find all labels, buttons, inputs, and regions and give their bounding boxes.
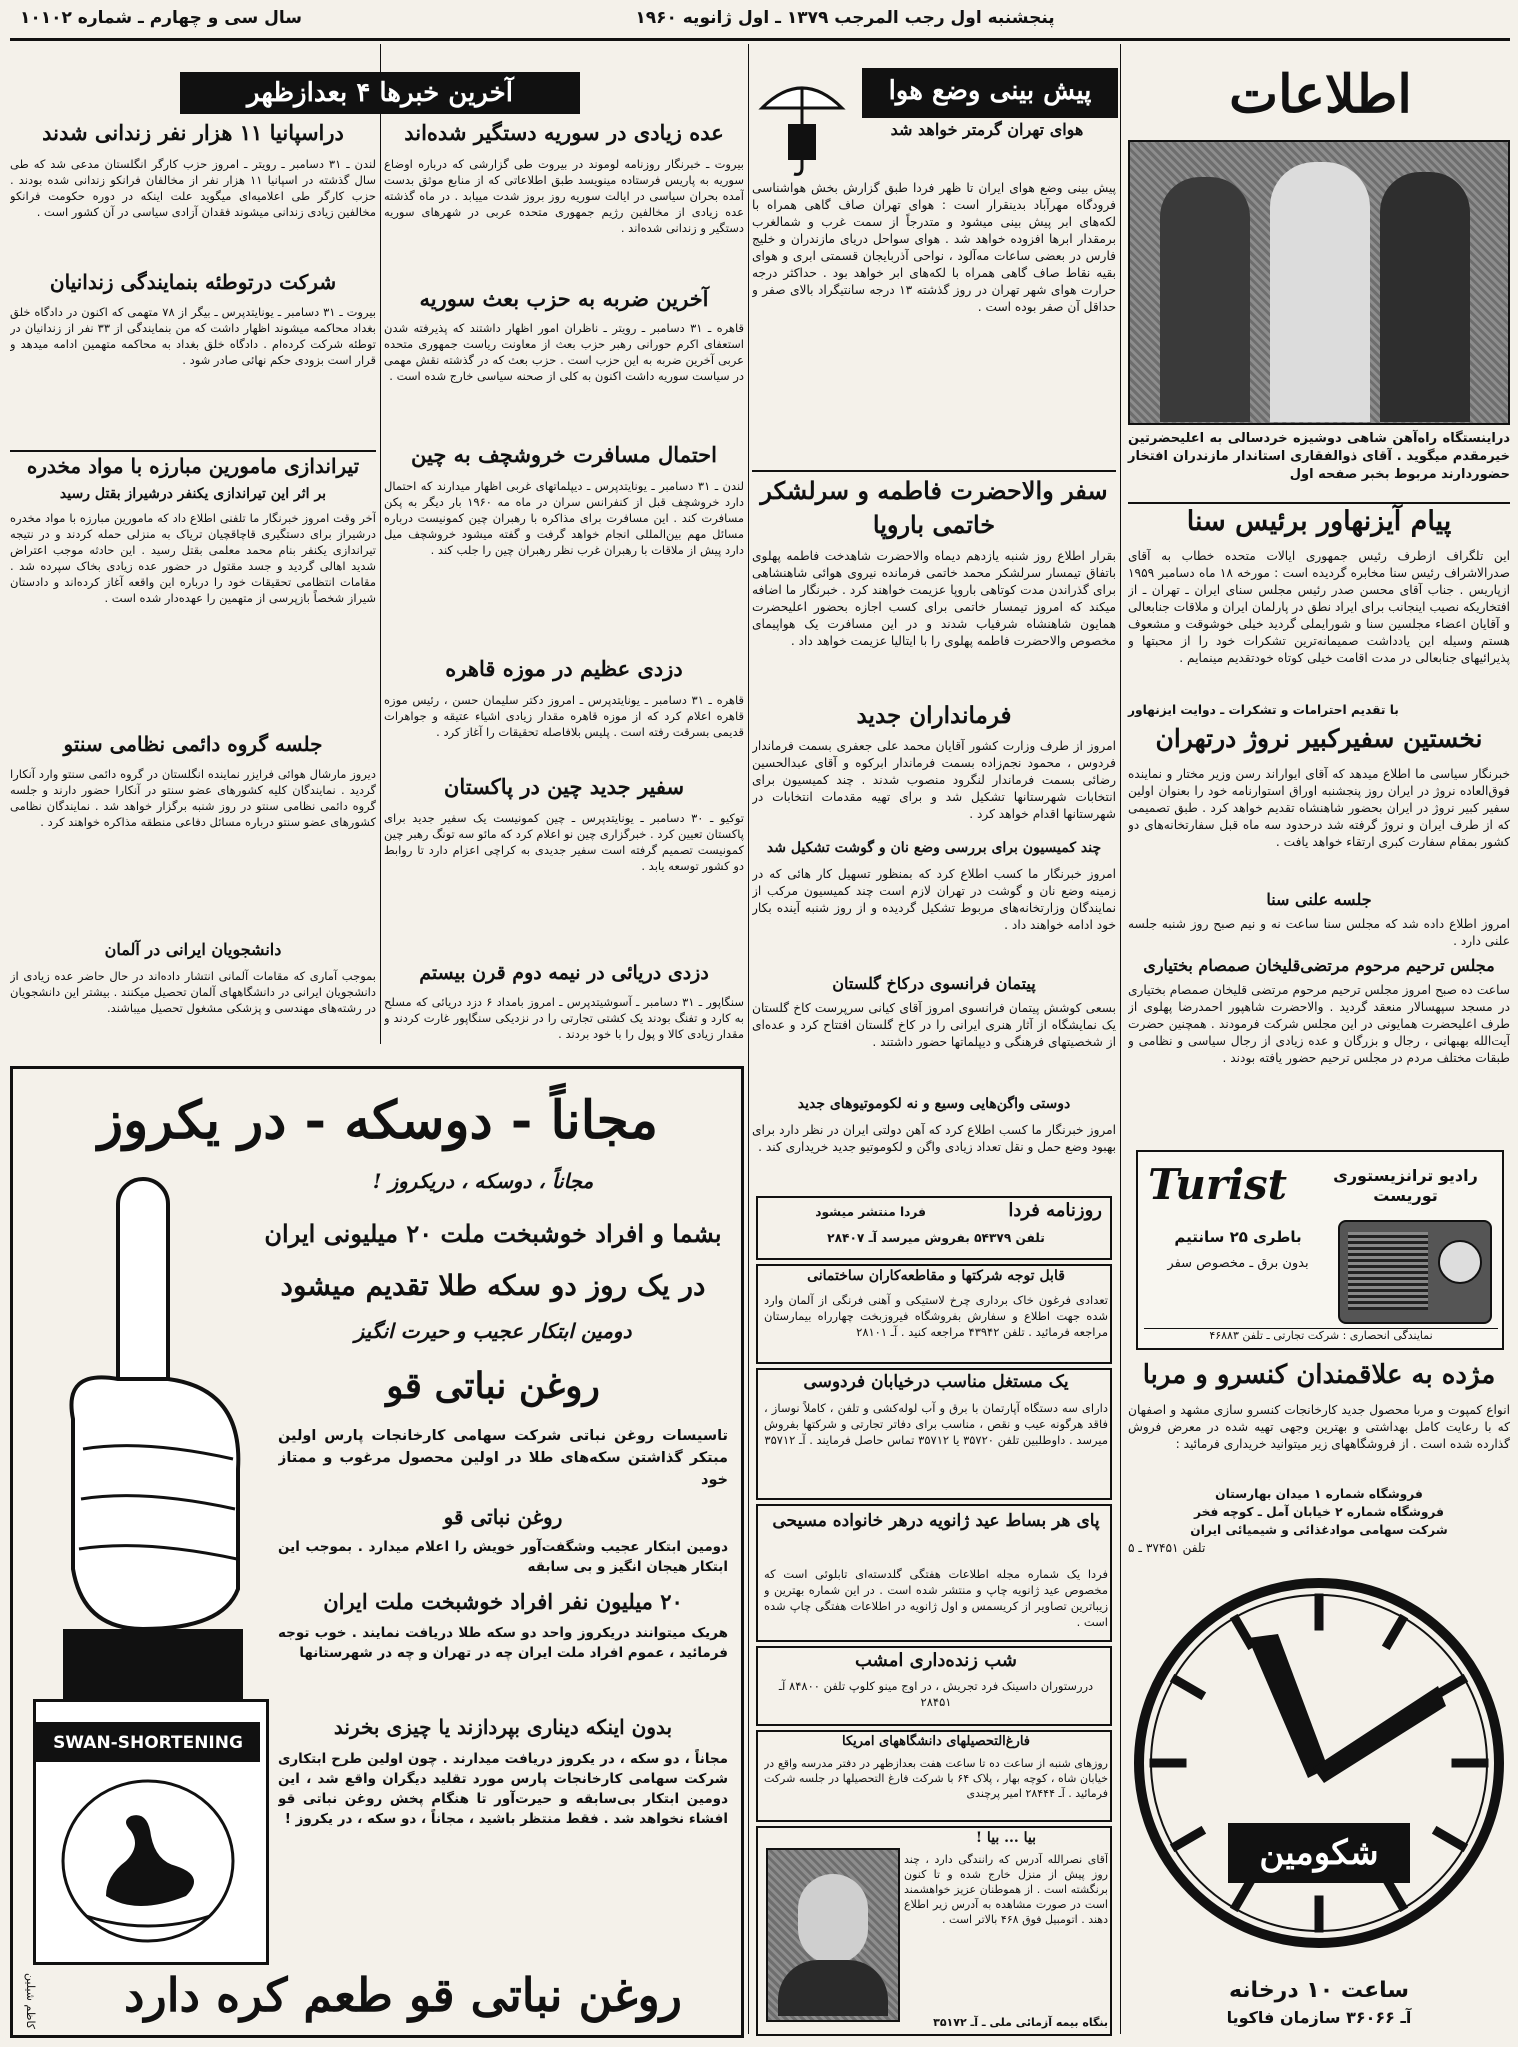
divider bbox=[752, 470, 1116, 472]
pirates-title: دزدی دریائی در نیمه دوم قرن بیستم bbox=[419, 962, 709, 984]
party-body: فردا یک شماره مجله اطلاعات هفتگی گلدسته‌ای تابلوئی است که مخصوص عید ژانویه چاپ و منتشر شده است . در این شماره بهترین و زیباترین تصاویر از کریسمس و اول ژانویه در اطلاعات هفتگی چاپ شده است . bbox=[764, 1567, 1108, 1629]
swan-can-label: SWAN-SHORTENING bbox=[53, 1733, 243, 1753]
contractors-title: قابل توجه شرکتها و مقاطعه‌کاران ساختمانی bbox=[807, 1268, 1065, 1284]
tomorrow-phone: تلفن ۵۴۳۷۹ بفروش میرسد آـ ۲۸۴۰۷ bbox=[827, 1231, 1045, 1245]
ghoo-shortening-ad bbox=[10, 1066, 744, 2038]
portrait-face bbox=[798, 1874, 868, 1964]
shiraz-body: آخر وقت امروز خبرنگار ما تلفنی اطلاع داد که مامورین مبارزه با مواد مخدره درشیراز برای دستگیری قاچاقچیان تریاک به منزلی حمله کردند و در نتیجه تیراندازی یکنفر بنام محمد معلمی بقتل رسید . این حادثه موجب اعتراض شدید اهالی گردید و جسد مقتول در حضور عده زیادی بخاک سپرده شد . مقامات انتظامی تحقیقات خود را درباره این واقعه آغاز کرده‌اند و دادستان شیراز شخصاً بازپرسی از متهمین را عهده‌دار شده است . bbox=[10, 511, 376, 605]
tomorrow-title: روزنامه فردا bbox=[1008, 1200, 1102, 1221]
house-ad bbox=[756, 1368, 1112, 1500]
candy-phone: تلفن ۳۷۴۵۱ ـ ۵ bbox=[1128, 1541, 1206, 1555]
masthead-rule bbox=[10, 38, 1510, 41]
ghoo-sub1: روغن نباتی قو bbox=[443, 1505, 563, 1529]
bread-body: امروز خبرنگار ما کسب اطلاع کرد که بمنظور تسهیل کار هائی که در زمینه وضع نان و گوشت در تهران لازم است چند کمیسیون مرکب از نمایندگان وزارتخانه‌های مربوط تشکیل گردیده و از روز شنبه آینده بکار خود ادامه خواهند داد . bbox=[752, 867, 1116, 932]
clock-ad bbox=[1128, 1568, 1510, 2038]
ghoo-text3: مجاناً ، دو سکه ، در یکروز دریافت میدارند . چون اولین طرح ابتکاری شرکت سهامی کارخانجات پارس مورد تقلید دیگران واقع شد ، این دومین ابتکار بی‌سابقه و حیرت‌آور تا هنگام پخش روغن نباتی قو افشاء نخواهد شد . فقط منتظر باشید ، مجاناً ، دو سکه ، در یکروز ! bbox=[278, 1751, 728, 1827]
turist-line2: بدون برق ـ مخصوص سفر bbox=[1167, 1256, 1309, 1271]
party-ad bbox=[756, 1504, 1112, 1642]
missing-sign: بنگاه بیمه آزمائی ملی ـ آـ ۳۵۱۷۲ bbox=[933, 2016, 1108, 2029]
french-title: پیتمان فرانسوی درکاخ گلستان bbox=[832, 974, 1036, 993]
contractors-body: تعدادی فرغون خاک برداری چرخ لاستیکی و آهنی فرنگی از آلمان وارد شده جهت اطلاع و سفارش بفروشگاه فیروزبخت چهارراه بیمارستان مراجعه فرمائید . تلفن ۴۳۹۴۲ مراجعه کنید . آـ ۲۸۱۰۱ bbox=[764, 1293, 1108, 1339]
missing-title: بیا ... بیا ! bbox=[975, 1830, 1037, 1846]
house-body: دارای سه دستگاه آپارتمان با برق و آب لوله‌کشی و تلفن ، کاملاً نوساز ، فاقد هرگونه عیب و نقص ، مناسب برای دفاتر تجارتی و شرکتها بفروش میرسد . داوطلبین تلفن ۳۵۷۲۰ یا ۳۵۷۱۲ تماس حاصل فرمایند . آـ ۳۵۷۱۲ bbox=[764, 1401, 1108, 1447]
radio-icon bbox=[1338, 1220, 1492, 1324]
ghoo-text2: هریک میتوانند دریکروز واحد دو سکه طلا دریافت نمایند . خوب توجه فرمائید ، عموم افراد ملت ایران چه در تهران و چه در شهرستانها bbox=[278, 1625, 728, 1661]
contractors-ad bbox=[756, 1264, 1112, 1364]
missing-body: آقای نصرالله آدرس که رانندگی دارد ، چند روز پیش از منزل خارج شده و تا کنون برنگشته است . از هموطنان عزیز خواهشمند است در صورت مشاهده به آدرس زیر اطلاع دهند . اتومبیل فوق ۴۶۸ بالاتر است . bbox=[904, 1853, 1108, 1926]
cairo-body: قاهره ـ ۳۱ دسامبر ـ یونایتدپرس ـ امروز دکتر سلیمان حسن ، رئیس موزه قاهره اعلام کرد که از موزه قاهره مقدار زیادی اشیاء عتیقه و جواهرات قدیمی بسرقت رفته است . پلیس بلافاصله تحقیقات را آغاز کرد . bbox=[384, 693, 744, 739]
candy-title: مژده به علاقمندان کنسرو و مربا bbox=[1142, 1360, 1496, 1390]
candy-body: انواع کمپوت و مربا محصول جدید کارخانجات کنسرو سازی مشهد و اصفهان که با رعایت کامل بهداشتی و بهترین وجهی تهیه شده در معرض فروش گذارده شده است . از فروشگاههای زیر میتوانید خریداری فرمائید : bbox=[1128, 1403, 1510, 1451]
turist-line1: باطری ۲۵ سانتیم bbox=[1174, 1228, 1302, 1246]
pirates-body: سنگاپور ـ ۳۱ دسامبر ـ آسوشیتدپرس ـ امروز بامداد ۶ دزد دریائی که مسلح به کارد و تفنگ بودند یک کشتی تجارتی را در نزدیکی سنگاپور غارت کردند و مقدار زیادی کالا و پول را با خود بردند . bbox=[384, 995, 744, 1041]
ghoo-footer: روغن نباتی قو طعم کره دارد bbox=[124, 1968, 682, 2022]
wall-clock-icon bbox=[1128, 1568, 1510, 1968]
photo-caption: دراینستگاه راه‌آهن شاهی دوشیزه خردسالی به اعلیحضرتین خیرمقدم میگوید . آقای ذوالفقاری استاندار مازندران افتخار حضوردارند مربوط بخبر صفحه اول bbox=[1128, 431, 1510, 482]
spain-body: لندن ـ ۳۱ دسامبر ـ رویتر ـ امروز حزب کارگر انگلستان مدعی شد که طی سال گذشته در اسپانیا ۱۱ هزار نفر از مخالفان فرانکو زندانی شده بودند . حزب کارگر طی اعلامیه‌ای میگوید علت اینکه در دوره حکومت فرانکو مخالفین زیادی زندانی میشوند فقدان آزادی سیاسی در آن کشور است . bbox=[10, 157, 376, 219]
pakistan-body: توکیو ـ ۳۰ دسامبر ـ یونایتدپرس ـ چین کمونیست یک سفیر جدید برای پاکستان تعیین کرد . خبرگزاری چین نو اعلام کرد که مائو سه تونگ رهبر چین کمونیست تصمیم گرفته است سفیر جدیدی به کراچی اعزام دارد تا روابط دو کشور توسعه یابد . bbox=[384, 811, 744, 873]
governors-title: فرمانداران جدید bbox=[856, 702, 1012, 729]
radio-dial-icon bbox=[1438, 1240, 1482, 1284]
grad-title: فارغ‌التحصیلهای دانشگاههای امریکا bbox=[841, 1734, 1031, 1749]
prisoners-body: بیروت ـ ۳۱ دسامبر ـ یونایتدپرس ـ بیگر از ۷۸ متهمی که اکنون در دادگاه خلق بغداد محاکمه میشوند اظهار داشت که من بنمایندگی از ۳۳ نفر از زندانیان در توطئه شرکت کرده‌ام . دادگاه خلق بغداد به محاکمه متهمین ادامه میدهد و قرار است بزودی حکم نهائی صادر شود . bbox=[10, 305, 376, 367]
swan-can-icon bbox=[33, 1699, 269, 1965]
prisoners-title: شرکت درتوطئه بنمایندگی زندانیان bbox=[49, 270, 337, 294]
royal-visit-photo bbox=[1128, 140, 1510, 425]
ghoo-intro: تاسیسات روغن نباتی شرکت سهامی کارخانجات پارس اولین مبتکر گذاشتن سکه‌های طلا در اولین محصول مرغوب و ممتاز خود bbox=[278, 1428, 728, 1488]
pointing-hand-icon bbox=[23, 1169, 263, 1729]
ghoo-signature: کاظم شیلین bbox=[24, 1972, 37, 2029]
missing-person-ad bbox=[756, 1826, 1112, 2036]
spain-title: دراسپانیا ۱۱ هزار نفر زندانی شدند bbox=[42, 120, 344, 145]
clock-footer: آـ ۳۶۰۶۶ سازمان فاکویا bbox=[1226, 2008, 1412, 2027]
divider bbox=[1128, 502, 1510, 504]
shiraz-title: تیراندازی مامورین مبارزه با مواد مخدره bbox=[26, 454, 360, 478]
masthead-logo: اطلاعات bbox=[1229, 64, 1412, 125]
night-body: دررستوران داسینک فرد تجریش ، در اوج مینو کلوپ تلفن ۸۴۸۰۰ آـ ۲۸۴۵۱ bbox=[778, 1679, 1094, 1709]
queen-title: سفر والاحضرت فاطمه و سرلشکر خاتمی باروپا bbox=[760, 476, 1108, 539]
tomorrow-ad bbox=[756, 1196, 1112, 1260]
ghoo-text1: دومین ابتکار عجیب وشگفت‌آور خویش را اعلام میدارد . بموجب این ابتکار هیجان انگیز و بی سابقه bbox=[278, 1539, 728, 1575]
photo-figure-left bbox=[1380, 172, 1470, 422]
date-line: پنجشنبه اول رجب المرجب ۱۳۷۹ ـ اول ژانویه ۱۹۶۰ bbox=[635, 8, 1055, 28]
candy-shop-3: شرکت سهامی موادغذائی و شیمیائی ایران bbox=[1190, 1523, 1448, 1537]
ghoo-line3: دومین ابتکار عجیب و حیرت انگیز bbox=[354, 1319, 632, 1343]
bread-title: چند کمیسیون برای بررسی وضع نان و گوشت تشکیل شد bbox=[766, 840, 1102, 856]
missing-person-photo bbox=[766, 1848, 900, 2022]
issue-line: سال سی و چهارم ـ شماره ۱۰۱۰۲ bbox=[20, 8, 302, 28]
turist-radio-ad bbox=[1136, 1150, 1504, 1350]
col-separator-left bbox=[380, 44, 381, 1044]
french-body: بسعی کوشش پیتمان فرانسوی امروز آقای کیانی سرپرست کاخ گلستان یک نمایشگاه از آثار هنری ایرانی را در کاخ گلستان افتتاح کرد و عده‌ای از شخصیتهای فرهنگی و دیپلماتها حضور داشتند . bbox=[752, 1001, 1116, 1049]
turist-label: رادیو ترانزیستوری توریست bbox=[1333, 1166, 1478, 1205]
grad-ad bbox=[756, 1730, 1112, 1822]
night-title: شب زنده‌داری امشب bbox=[854, 1650, 1018, 1671]
radio-speaker-icon bbox=[1348, 1232, 1428, 1310]
candy-shop-2: فروشگاه شماره ۲ خیابان آمل ـ کوچه فخر bbox=[1194, 1505, 1444, 1519]
memorial-body: ساعت ده صبح امروز مجلس ترحیم مرحوم مرتضی قلیخان صمصام بختیاری در مسجد سپهسالار منعقد گردید . والاحضرت شاهپور احمدرضا پهلوی از طرف اعلیحضرت همایونی در این مجلس شرکت فرمودند . همچنین حضرت آیت‌الله بهبهانی ، رجال و بزرگان و عده زیادی از رجال سیاسی و نظامی و طبقات مختلف مردم در مجلس ترحیم حضور یافته بودند . bbox=[1128, 983, 1510, 1065]
latest-news-banner: آخرین خبرها ۴ بعدازظهر bbox=[180, 72, 580, 114]
ghoo-line1: بشما و افراد خوشبخت ملت ۲۰ میلیونی ایران bbox=[264, 1219, 722, 1248]
weather-body: پیش بینی وضع هوای ایران تا ظهر فردا طبق گزارش بخش هواشناسی فرودگاه مهرآباد بدینقرار است : هوای تهران صاف گاهی همراه با لکه‌های ابر پیش بینی میشود و متدرجاً از سمت غرب و شمالغرب برمقدار ابرها افزوده خواهد شد . هوای سواحل دریای مازندران و خلیج فارس در بعضی ساعات مه‌آلود ، نواحی آذربایجان قسمتی ابری و هوای بقیه نقاط صاف گاهی همراه با لکه‌های ابر خواهد بود . حداکثر درجه حرارت هوای شهر تهران در روز گذشته ۱۳ درجه سانتیگراد بالای صفر و حداقل آن صفر بوده است . bbox=[752, 181, 1116, 314]
night-ad bbox=[756, 1646, 1112, 1726]
queen-body: بقرار اطلاع روز شنبه یازدهم دیماه والاحضرت شاهدخت فاطمه پهلوی باتفاق تیمسار سرلشکر محمد خاتمی فرمانده نیروی هوائی شاهنشاهی برای گذراندن مدت کوتاهی باروپا عزیمت خواهند کرد . خبرنگار ما اضافه میکند که امروز تیمسار خاتمی برای کسب اجازه بحضور اعلیحضرت همایون شاهنشاه شرفیاب شدند و در این مسافرت یک هواپیمای مخصوص والاحضرت فاطمه پهلوی را با ایتالیا عزیمت خواهد داد . bbox=[752, 549, 1116, 648]
baath-body: قاهره ـ ۳۱ دسامبر ـ رویتر ـ ناظران امور اظهار داشتند که پذیرفته شدن استعفای اکرم حورانی رهبر حزب بعث از معاونت ریاست جمهوری متحده عربی آخرین ضربه به این حزب است . حزب بعث که در گذشته نقش مهمی در سیاست سوریه داشت اکنون به کلی از صحنه سیاسی خارج شده است . bbox=[384, 321, 744, 383]
turist-brand: Turist bbox=[1148, 1160, 1288, 1209]
divider bbox=[10, 450, 376, 452]
tomorrow-sub: فردا منتشر میشود bbox=[815, 1205, 926, 1219]
students-title: دانشجویان ایرانی در آلمان bbox=[104, 940, 282, 959]
syria-body: بیروت ـ خبرنگار روزنامه لوموند در بیروت طی گزارشی که درباره اوضاع سوریه به پاریس فرستاده مینویسد طبق اطلاعاتی که از منابع موثق بدست آمده بحران سیاسی در ایالت سوریه روز بروز شدت مییابد . در ماه گذشته عده زیادی از مخالفین رژیم جمهوری متحده عربی در شهرهای سوریه دستگیر و زندانی شده‌اند . bbox=[384, 157, 744, 235]
shiraz-subtitle: بر اثر این تیراندازی یکنفر درشیراز بقتل رسید bbox=[59, 486, 327, 502]
eisenhower-title: پیام آیزنهاور برئیس سنا bbox=[1186, 506, 1452, 537]
photo-figure-center bbox=[1270, 162, 1370, 422]
weather-banner: پیش بینی وضع هوا bbox=[862, 68, 1118, 118]
eisenhower-sign: با تقدیم احترامات و تشکرات ـ دوایت ایزنهاور bbox=[1128, 703, 1399, 717]
cento-body: دیروز مارشال هوائی فرایزر نماینده انگلستان در گروه دائمی سنتو وارد آنکارا گردید . نمایندگان کلیه کشورهای عضو سنتو در آنکارا حضور دارند و جلسه گروه دائمی نظامی سنتو در روز شنبه برگزار خواهد شد . نمایندگان نظامی کشورهای عضو سنتو درباره مسائل دفاعی منطقه مذاکره خواهند کرد . bbox=[10, 767, 376, 829]
syria-title: عده زیادی در سوریه دستگیر شده‌اند bbox=[404, 120, 724, 145]
ghoo-line2: در یک روز دو سکه طلا تقدیم میشود bbox=[280, 1269, 706, 1302]
pakistan-title: سفیر جدید چین در پاکستان bbox=[443, 774, 685, 799]
ambassador-title: نخستین سفیرکبیر نروژ درتهران bbox=[1155, 724, 1483, 753]
ghoo-sub2: ۲۰ میلیون نفر افراد خوشبخت ملت ایران bbox=[323, 1589, 683, 1614]
ambassador-body: خبرنگار سیاسی ما اطلاع میدهد که آقای ایواراند رسن وزیر مختار و نماینده فوق‌العاده نروژ در ایران روز پنجشنبه اوراق استوارنامه خود را بعنوان اولین سفیر کبیر نروژ در ایران بحضور شاهنشاه تقدیم خواهد کرد . طبق تصمیمی که از طرف ایران و نروژ گرفته شد درحدود سه ماه قبل سفارتخانه‌های دو کشور بمقام سفارت کبری ارتقاء خواهد یافت . bbox=[1128, 767, 1510, 849]
party-title: پای هر بساط عید ژانویه درهر خانواده مسیحی bbox=[772, 1511, 1100, 1531]
candy-shop-1: فروشگاه شماره ۱ میدان بهارستان bbox=[1215, 1487, 1423, 1501]
turist-footer: نمایندگی انحصاری : شرکت تجارتی ـ تلفن ۴۶۸۸۳ bbox=[1144, 1328, 1498, 1347]
clock-brand: شکومین bbox=[1259, 1833, 1379, 1873]
eisenhower-body: این تلگراف ازطرف رئیس جمهوری ایالات متحده خطاب به آقای صدرالاشراف رئیس سنا مخابره گردیده است : مورخه ۱۸ ماه دسامبر ۱۹۵۹ ازپاریس . جناب آقای محسن صدر رئیس مجلس سنای ایران ـ تهران ـ از افتخاریکه نصیب اینجانب برای ایراد نطق در پارلمان ایران و ملاقات جنابعالی و آقایان اعضاء مجلسین سنا و شورایملی گردید خیلی خوشوقت و مشعوف هستم وسیله این یادداشت صمیمانه‌ترین تشکرات خود را از محبتها و پذیرائیهای جنابعالی در مدت اقامت خیلی کوتاه خودتقدیم مینمایم . bbox=[1128, 549, 1510, 665]
portrait-shoulders bbox=[778, 1960, 888, 2016]
umbrella-icon bbox=[752, 68, 852, 180]
ghoo-sub3: بدون اینکه دیناری بپردازند یا چیزی بخرند bbox=[333, 1715, 673, 1739]
house-title: یک مستغل مناسب درخیابان فردوسی bbox=[803, 1372, 1069, 1392]
ghoo-script-line: مجاناً ، دوسکه ، دریکروز ! bbox=[372, 1169, 594, 1193]
grad-body: روزهای شنبه از ساعت ده تا ساعت هفت بعدازظهر در دفتر مدرسه واقع در خیابان شاه ، کوچه بهار ، پلاک ۶۴ با شرکت فارغ التحصیلها در جلسه شرکت فرمائید . آـ ۲۸۴۴۴ امیر پرچندی bbox=[764, 1757, 1108, 1800]
clock-line: ساعت ۱۰ درخانه bbox=[1228, 1978, 1410, 2003]
khrushchev-body: لندن ـ ۳۱ دسامبر ـ یونایتدپرس ـ دیپلماتهای غربی اظهار میدارند که احتمال دارد خروشچف قبل از کنفرانس سران در ماه مه ۱۹۶۰ بار دیگر به پکن مسافرت کند . این مسافرت برای مذاکره با رهبران چین کمونیست درباره مسائل مهم بین‌المللی انجام خواهد گرفت و گفته میشود خروشچف میل دارد پیش از ملاقات با رهبران غرب نظر رهبران چین را جلب کند . bbox=[384, 479, 744, 557]
khrushchev-title: احتمال مسافرت خروشچف به چین bbox=[411, 442, 717, 467]
senate-body: امروز اطلاع داده شد که مجلس سنا ساعت نه و نیم صبح روز شنبه جلسه علنی دارد . bbox=[1128, 917, 1510, 948]
col-separator-middle bbox=[748, 44, 749, 2034]
lighthouse-title: دوستی واگن‌هایی وسیع و نه لکوموتیوهای جدید bbox=[797, 1096, 1071, 1112]
ghoo-headline: مجاناً - دوسکه - در یکروز bbox=[97, 1090, 659, 1151]
swan-icon bbox=[36, 1766, 260, 1956]
weather-box bbox=[752, 68, 1116, 180]
baath-title: آخرین ضربه به حزب بعث سوریه bbox=[419, 286, 709, 311]
students-body: بموجب آماری که مقامات آلمانی انتشار داده‌اند در حال حاضر عده زیادی از دانشجویان ایرانی در دانشگاههای آلمان تحصیل میکنند . بیشتر این دانشجویان در رشته‌های مهندسی و پزشکی مشغول تحصیل میباشند. bbox=[10, 969, 376, 1015]
senate-title: جلسه علنی سنا bbox=[1266, 890, 1372, 909]
weather-title: هوای تهران گرمتر خواهد شد bbox=[890, 120, 1084, 139]
ghoo-product: روغن نباتی قو bbox=[386, 1365, 600, 1407]
memorial-title: مجلس ترحیم مرحوم مرتضی‌قلیخان صمصام بختیاری bbox=[1143, 956, 1495, 975]
cento-title: جلسه گروه دائمی نظامی سنتو bbox=[63, 732, 323, 756]
lighthouse-body: امروز خبرنگار ما کسب اطلاع کرد که آهن دولتی ایران در نظر دارد برای بهبود وضع حمل و نقل تعداد زیادی واگن و لکوموتیو جدید خریداری کند . bbox=[752, 1123, 1116, 1154]
photo-figure-right bbox=[1160, 177, 1250, 422]
governors-body: امروز از طرف وزارت کشور آقایان محمد علی جعفری بسمت فرماندار فردوس ، محمود نجم‌زاده بسمت فرماندار ابرکوه و آقای عبدالحسین رضائی بسمت فرماندار لنگرود منصوب شدند . چند کمیسیون برای انتخابات شهرستانها تشکیل شد و برای تهیه مقدمات انتخابات در شهرستانها اقدام خواهد کرد . bbox=[752, 739, 1116, 821]
cairo-title: دزدی عظیم در موزه قاهره bbox=[445, 656, 683, 681]
col-separator-right bbox=[1120, 44, 1121, 2034]
